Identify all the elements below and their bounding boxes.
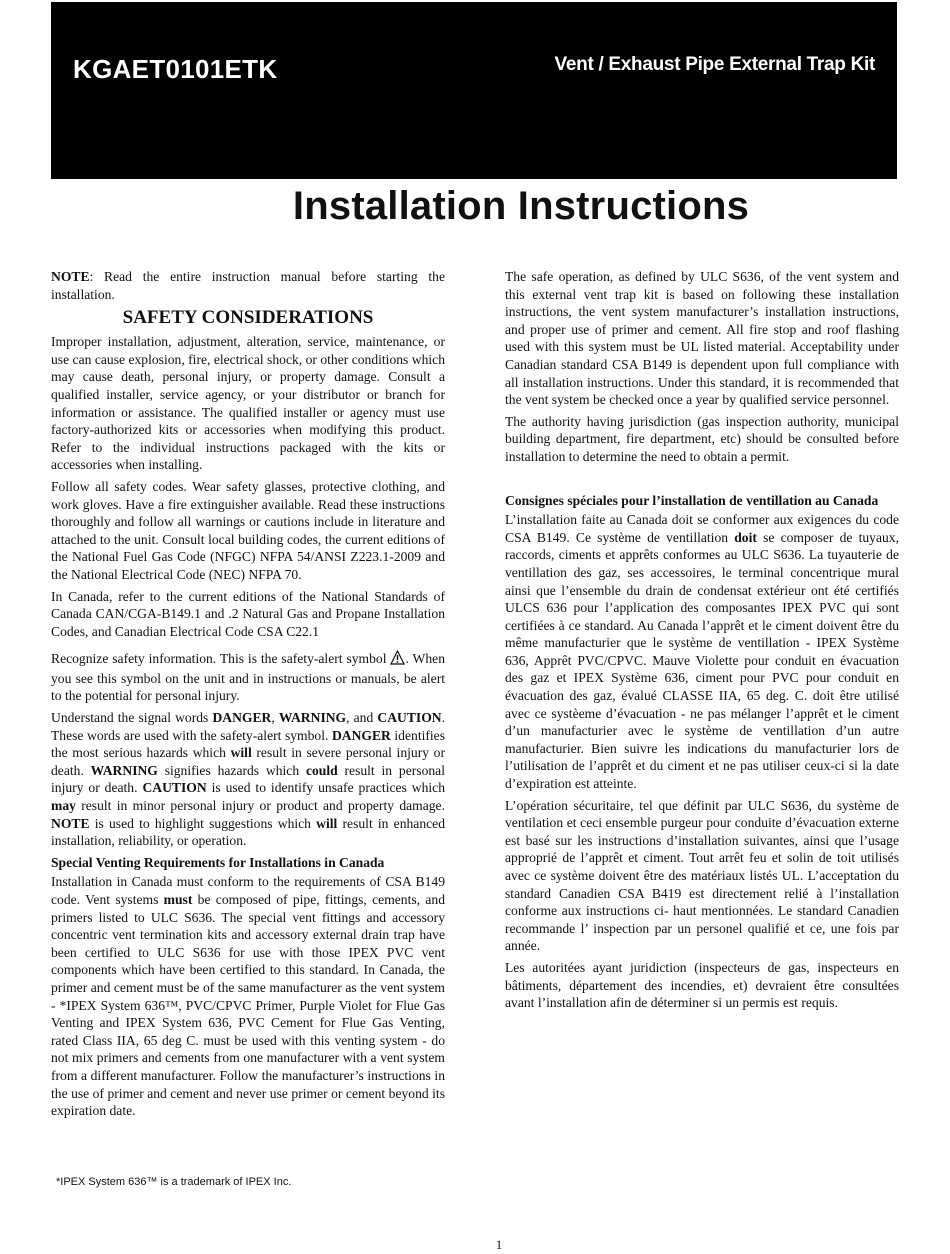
recognize-text-b: . When you see this symbol on the unit and in instructions or manuals, be alert to the potential for personal injury. [51,651,445,704]
special-venting-heading: Special Venting Requirements for Installations in Canada [51,854,385,870]
caution-word: CAUTION [377,710,442,726]
model-number: KGAET0101ETK [73,54,278,84]
will-word: will [316,815,338,831]
danger-word: DANGER [212,710,272,726]
will-word: will [230,745,252,761]
doit-word: doit [734,529,757,545]
warning-word: WARNING [278,710,347,726]
recognize-paragraph [51,650,445,705]
safe-operation-paragraph: The safe operation, as defined by ULC S636, of the vent system and this external vent trap kit is based on following these installation instructions, the vent system manufacturer’s installation instructions, and proper use of primer and cement. All fire stop and roof flashing used with this system must be UL listed material. Acceptability under Canadian standard CSA B149 is dependent upon full compliance with all installation instructions. Under this standard, it is recommended that the vent system be checked once a year by qualified service personnel. [505,269,899,408]
caution-word: CAUTION [142,780,207,796]
safety-heading: SAFETY CONSIDERATIONS [122,307,374,329]
follow-codes-paragraph: Follow all safety codes. Wear safety glasses, protective clothing, and work gloves. Have a fire extinguisher available. Read these instructions thoroughly and follow all warnings or cautions include in literature and attached to the unit. Consult local building codes, the current editions of the National Fuel Gas Code (NFGC) NFPA 54/ANSI Z223.1-2009 and the National Electrical Code (NEC) NFPA 70. [51,478,445,582]
special-venting-paragraph: Installation in Canada must conform to the requirements of CSA B149 code. Vent systems must be composed of pipe, fittings, cements, and primers listed to ULC S636. The special vent fittings and accessory concentric vent termination kits and accessory external drain trap have been certified to ULC S636 for use with those IPEX PVC vent components which have been certified to this standard. In Canada, the primer and cement must be of the same manufacturer as the vent system - *IPEX System 636™, PVC/CPVC Primer, Purple Violet for Flue Gas Venting and IPEX System 636, PVC Cement for Flue Gas Venting, rated Class IIA, 65 deg C. must be used with this venting system - do not mix primers and cements from one manufacturer with a vent system from a different manufacturer. Follow the manufacturer’s instructions in the use of primer and cement and never use primer or cement beyond its expiration date. [51,874,445,1119]
french-operation-paragraph: L’opération sécuritaire, tel que définit par ULC S636, du système de ventilation et ceci ensemble purgeur pour conduite d’évacuation externe est basé sur les instructions d’installation suivantes, ainsi que l’usage approprié de l’apprêt et ciment. Tout arrêt feu et solin de toit utilisés avec ce système doivent être des matériaux listés UL. L’acceptation du standard Canadien CSA B419 est directement relié à l’installation conforme aux instructions ci- haut mentionnées. Le standard Canadien recommande l’ inspection par un personel qualifié et ce, une fois par année. [505,797,899,954]
trademark-footnote: *IPEX System 636™ is a trademark of IPEX Inc. [56,1176,292,1188]
french-authorities-paragraph: Les autoritées ayant juridiction (inspecteurs de gas, inspecteurs en bâtiments, département des incendies, et) devraient être consultées avant l’installation afin de déterminer si un permis est requis. [505,959,899,1011]
french-venting-heading: Consignes spéciales pour l’installation de ventillation au Canada [505,492,879,508]
page-number: 1 [495,1237,503,1252]
note-label: NOTE [51,269,90,284]
kit-title: Vent / Exhaust Pipe External Trap Kit [554,54,875,75]
note-paragraph [51,268,445,303]
note-text: : Read the entire instruction manual before starting the installation. [51,269,445,302]
authority-paragraph: The authority having jurisdiction (gas inspection authority, municipal building department, fire department, etc) should be consulted before installation to determine the need to obtain a permit. [505,413,899,464]
warning-word: WARNING [90,762,158,778]
right-column [505,268,899,1016]
could-word: could [305,762,338,778]
page-title: Installation Instructions [292,184,750,228]
recognize-text-a: Recognize safety information. This is the safety-alert symbol [51,651,387,667]
signal-words-paragraph: Understand the signal words DANGER, WARNING, and CAUTION. These words are used with the safety-alert symbol. DANGER identifies the most serious hazards which will result in severe personal injury or death. WARNING signifies hazards which could result in personal injury or death. CAUTION is used to identify unsafe practices which may result in minor personal injury or product and property damage. NOTE is used to highlight suggestions which will result in enhanced installation, reliability, or operation. [51,710,446,849]
danger-word: DANGER [331,727,391,743]
left-column [51,268,445,1124]
canada-standards-paragraph: In Canada, refer to the current editions of the National Standards of Canada CAN/CGA-B149.1 and .2 Natural Gas and Propane Installation Codes, and Canadian Electrical Code CSA C22.1 [51,588,445,639]
note-word: NOTE [51,815,90,831]
improper-paragraph: Improper installation, adjustment, alteration, service, maintenance, or use can cause explosion, fire, electrical shock, or other conditions which may cause death, personal injury, or property damage. Consult a qualified installer, service agency, or your distributor or branch for information or assistance. The qualified installer or agency must use factory-authorized kits or accessories when modifying this product. Refer to the individual instructions packaged with the kits or accessories when installing. [51,334,445,473]
must-word: must [163,892,193,907]
may-word: may [51,798,76,814]
safety-alert-icon [390,650,405,670]
header-bar [51,2,897,179]
french-install-paragraph: L’installation faite au Canada doit se conformer aux exigences du code CSA B149. Ce système de ventillation doit se composer de tuyaux, raccords, ciments et apprêts conformes au ULC S636. La tuyauterie de ventillation des gaz, ses accessoires, le terminal concentrique mural ainsi que l’ensemble du drain de condensat extérieur ont été certifiés ULCS 636 pour l’application des composantes IPEX PVC qui sont certifiées à ce standard. Au Canada l’apprêt et le ciment doivent être du même manufacturier que le système de ventillation - IPEX Système 636, Apprêt PVC/CPVC. Mauve Violette pour conduit en évacuation des gaz et IPEX Système 636, ciment pour PVC pour conduit en évacuation des gaz, évalué CLASSE IIA, 65 deg. C. doit être utilisé avec ce systèeme d’évacuation - ne pas mélanger l’apprêt et le ciment d’un manufacturier avec le système de ventillation d’un autre manufacturier. Bien suivre les indications du manufacturier lors de l’utilisation de l’apprêt et du ciment et ne pas utiliser ceux-ci si la date d’expiration est atteinte. [505,512,899,792]
